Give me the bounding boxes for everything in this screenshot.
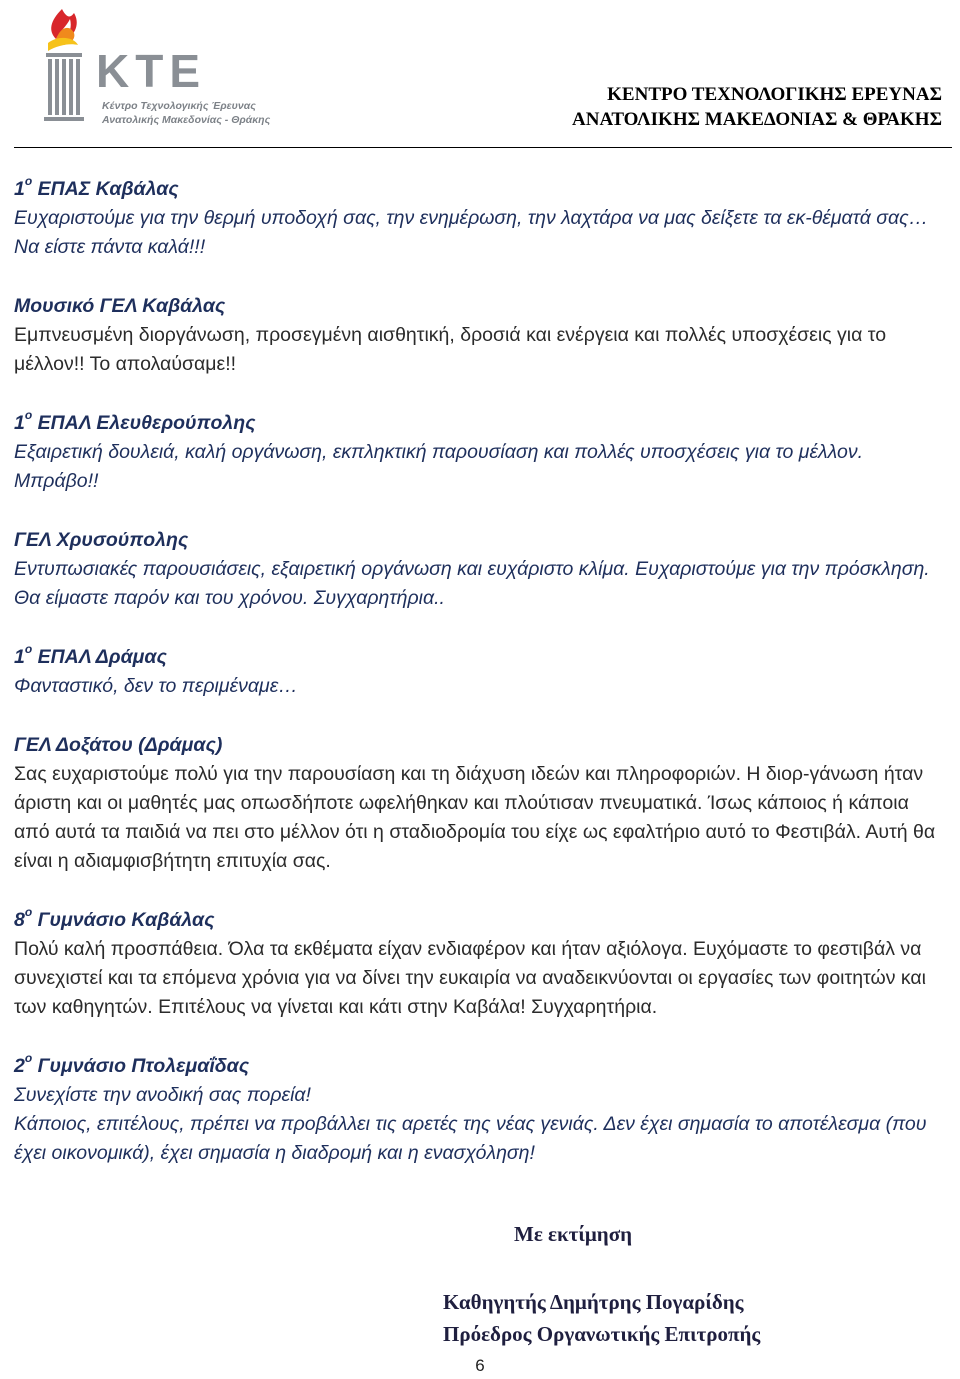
school-name: $1^o$ ΕΠΑΛ Δράμας: [14, 642, 167, 668]
school-name: $1^o$ ΕΠΑΣ Καβάλας: [14, 174, 179, 200]
page-number: 6: [475, 1356, 485, 1375]
logo-wordmark: ΚΤΕ: [96, 45, 206, 97]
signatory-title: Πρόεδρος Οργανωτικής Επιτροπής: [443, 1322, 761, 1346]
school-comment: Συνεχίστε την ανοδική σας πορεία!: [14, 1084, 311, 1106]
school-comment: Σας ευχαριστούμε πολύ για την παρουσίαση και τη διάχυση ιδεών και πληροφοριών. Η διορ-γάνωση ήταν άριστη και οι μαθητές μας οπωσδήποτε ωφελήθηκαν και πλούτισαν πνευματικά. Ίσως κάποιος ή κάποια από αυτά τα παιδιά να πει στο μέλλον ότι η σταδιοδρομία του είχε ως εφαλτήριο αυτό το Φεστιβάλ. Αυτή θα είναι η αδιαμφισβήτητη επιτυχία σας.: [14, 763, 936, 872]
school-name: ΓΕΛ Χρυσούπολης: [14, 529, 189, 551]
feedback-entry: [14, 643, 944, 701]
school-name: $2^o$ Γυμνάσιο Πτολεμαΐδας: [14, 1051, 250, 1077]
school-comment: Ευχαριστούμε για την θερμή υποδοχή σας, την ενημέρωση, την λαχτάρα να μας δείξετε τα εκ-θέματά σας… Να είστε πάντα καλά!!!: [14, 207, 929, 258]
school-comment: Φανταστικό, δεν το περιμέναμε…: [14, 675, 298, 697]
signature-block: [443, 1286, 760, 1350]
header-divider: [14, 147, 952, 148]
feedback-list: [14, 175, 944, 1198]
school-name: $8^o$ Γυμνάσιο Καβάλας: [14, 905, 215, 931]
feedback-entry: [14, 906, 944, 1022]
school-comment-continued: Κάποιος, επιτέλους, πρέπει να προβάλλει τις αρετές της νέας γενιάς. Δεν έχει σημασία το αποτέλεσμα (που έχει οικονομικά), έχει σημασία η διαδρομή και η ενασχόληση!: [14, 1113, 927, 1164]
school-name: $1^o$ ΕΠΑΛ Ελευθερούπολης: [14, 408, 256, 434]
school-comment: Εμπνευσμένη διοργάνωση, προσεγμένη αισθητική, δροσιά και ενέργεια και πολλές υποσχέσεις για το μέλλον!! Το απολαύσαμε!!: [14, 324, 887, 375]
school-name: ΓΕΛ Δοξάτου (Δράμας): [14, 734, 223, 756]
school-name: Μουσικό ΓΕΛ Καβάλας: [14, 295, 226, 317]
feedback-entry: [14, 175, 944, 262]
feedback-entry: [14, 526, 944, 613]
page-header: [0, 0, 960, 152]
logo-subtitle-1: Κέντρο Τεχνολογικής Έρευνας: [102, 100, 256, 112]
signatory-name: Καθηγητής Δημήτρης Πογαρίδης: [443, 1290, 744, 1314]
logo-subtitle-2: Ανατολικής Μακεδονίας - Θράκης: [102, 114, 271, 126]
school-comment: Εξαιρετική δουλειά, καλή οργάνωση, εκπληκτική παρουσίαση και πολλές υποσχέσεις για το μέλλον. Μπράβο!!: [14, 441, 863, 492]
school-comment: Εντυπωσιακές παρουσιάσεις, εξαιρετική οργάνωση και ευχάριστο κλίμα. Ευχαριστούμε για την πρόσκληση. Θα είμαστε παρόν και του χρόνου. Συγχαρητήρια..: [14, 558, 930, 609]
feedback-entry: [14, 292, 944, 379]
organization-line-2: ΑΝΑΤΟΛΙΚΗΣ ΜΑΚΕΔΟΝΙΑΣ & ΘΡΑΚΗΣ: [572, 109, 942, 130]
kte-logo: [40, 5, 271, 133]
closing-phrase: Με εκτίμηση: [514, 1222, 633, 1246]
school-comment: Πολύ καλή προσπάθεια. Όλα τα εκθέματα είχαν ενδιαφέρον και ήταν αξιόλογα. Ευχόμαστε το φεστιβάλ να συνεχιστεί και τα επόμενα χρόνια για να δίνει την ευκαιρία να αναδεικνύονται οι εργασίες των φοιτητών και των καθηγητών. Επιτέλους να γίνεται και κάτι στην Καβάλα! Συγχαρητήρια.: [14, 938, 926, 1018]
feedback-entry: [14, 1052, 944, 1168]
organization-name: [572, 82, 942, 132]
feedback-entry: [14, 409, 944, 496]
feedback-entry: [14, 731, 944, 876]
organization-line-1: ΚΕΝΤΡΟ ΤΕΧΝΟΛΟΓΙΚΗΣ ΕΡΕΥΝΑΣ: [607, 84, 942, 105]
